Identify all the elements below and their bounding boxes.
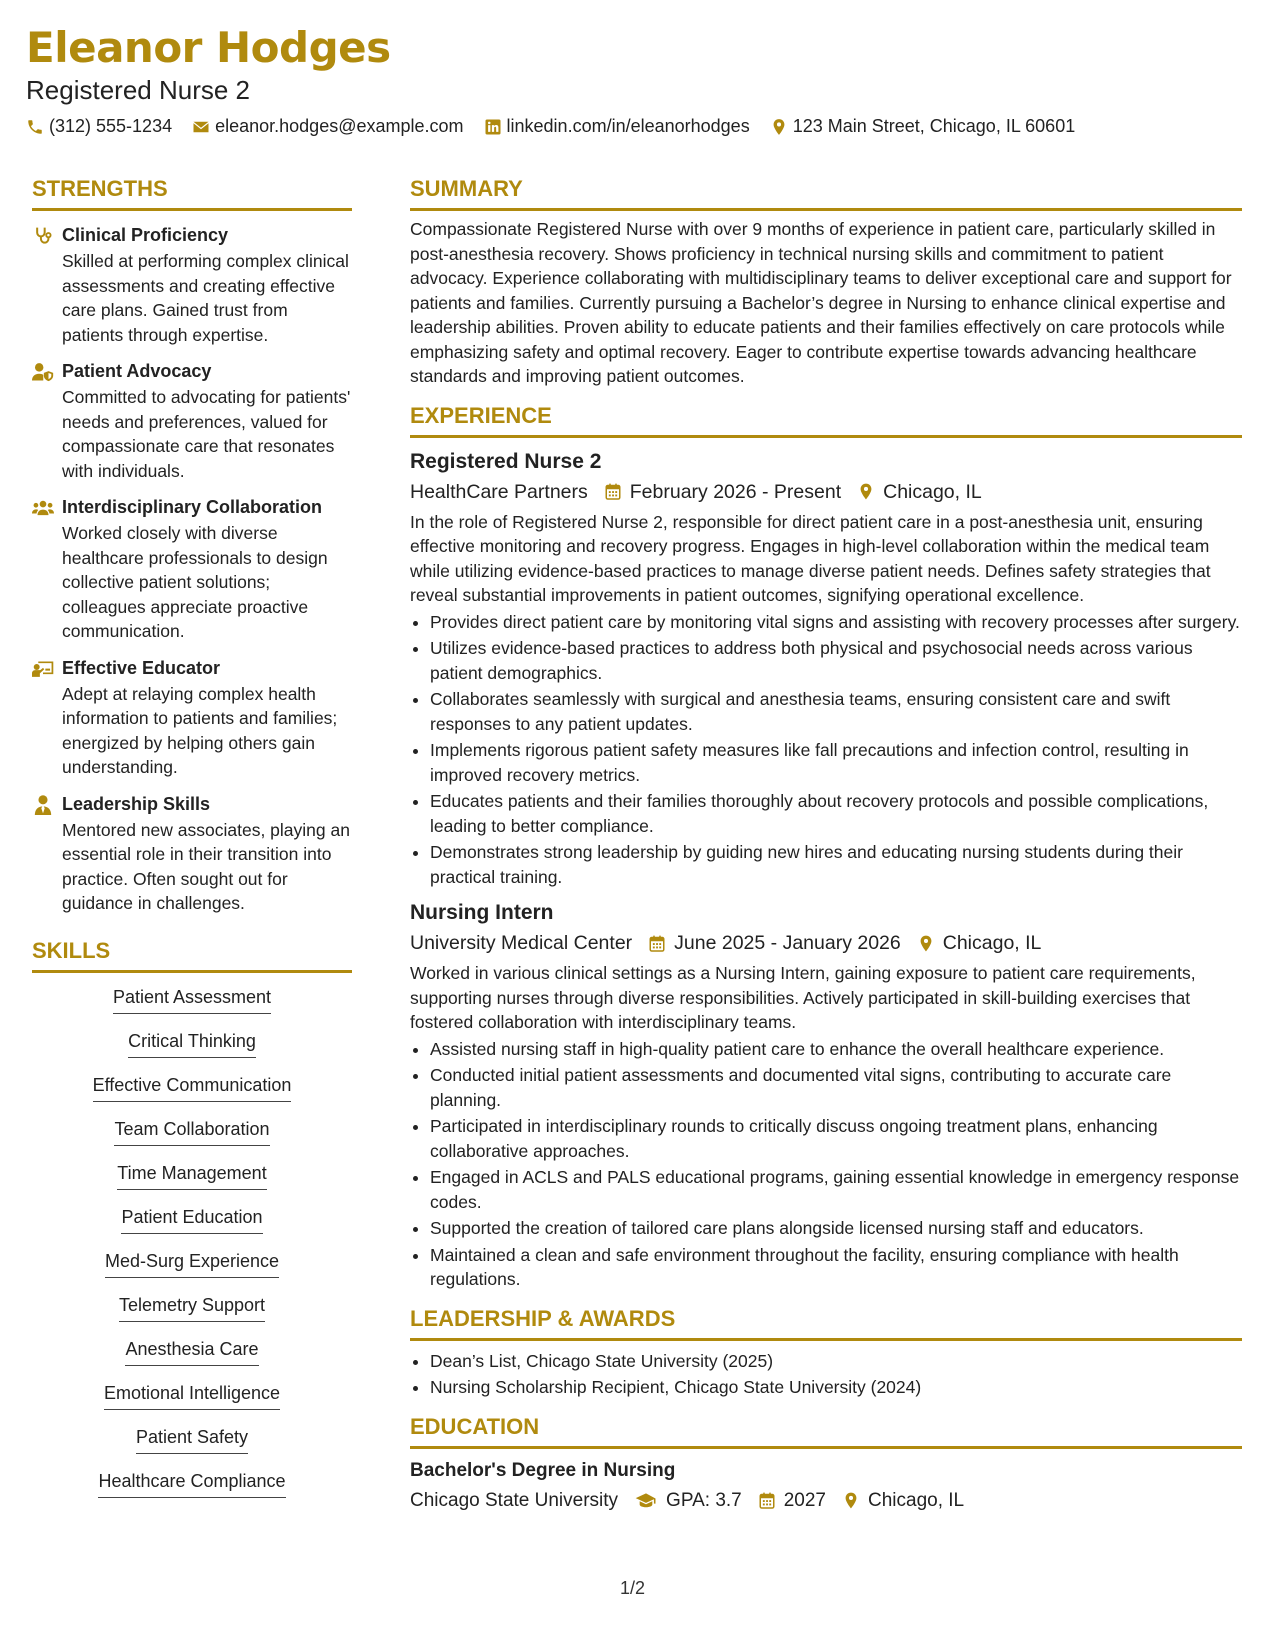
job-description: Worked in various clinical settings as a Nursing Intern, gaining exposure to patient care requirements, supporting nurses through diverse responsibilities. Actively participated in skill-building exercises that fostered collaboration with interdisciplinary teams. xyxy=(410,963,1196,1032)
resume-header xyxy=(26,22,1249,137)
user-shield-icon xyxy=(32,362,54,382)
skill-tag: Anesthesia Care xyxy=(125,1337,258,1366)
location-icon xyxy=(857,482,875,501)
strength-desc: Mentored new associates, playing an essential role in their transition into practice. Often sought out for guidance in challenges. xyxy=(62,819,350,913)
job-location: Chicago, IL xyxy=(942,932,1042,954)
skill-tag: Team Collaboration xyxy=(114,1117,269,1146)
stethoscope-icon xyxy=(32,226,54,246)
skill-tag: Patient Assessment xyxy=(113,985,271,1014)
strengths-heading: STRENGTHS xyxy=(32,176,352,211)
job-bullets xyxy=(410,1037,1242,1292)
skill-tag: Med-Surg Experience xyxy=(105,1249,279,1278)
list-item: • Educates patients and their families thoroughly about recovery protocols and possible complications, leading to better compliance. xyxy=(430,789,1242,838)
job-bullets xyxy=(410,610,1242,890)
strengths-list xyxy=(32,223,352,916)
experience-heading: EXPERIENCE xyxy=(410,403,1242,438)
education-entry xyxy=(410,1457,1242,1515)
contact-linkedin[interactable] xyxy=(484,116,750,137)
address-text: 123 Main Street, Chicago, IL 60601 xyxy=(792,116,1076,136)
skill-tag: Time Management xyxy=(117,1161,266,1190)
list-item: • Dean’s List, Chicago State University (2025) xyxy=(430,1349,1242,1374)
strength-item xyxy=(32,495,352,644)
skill-tag: Patient Education xyxy=(121,1205,262,1234)
list-item: • Utilizes evidence-based practices to address both physical and psychosocial needs across various patient demographics. xyxy=(430,636,1242,685)
education-meta xyxy=(410,1487,1242,1515)
strength-desc: Skilled at performing complex clinical assessments and creating effective care plans. Gained trust from patients through expertise. xyxy=(62,251,349,345)
email-text[interactable]: eleanor.hodges@example.com xyxy=(215,116,464,136)
gpa: GPA: 3.7 xyxy=(666,1489,742,1511)
skill-tag: Effective Communication xyxy=(93,1073,292,1102)
right-column xyxy=(410,176,1242,1519)
strength-desc: Worked closely with diverse healthcare professionals to design collective patient solutions; colleagues appreciate proactive communication. xyxy=(62,523,328,641)
list-item: • Participated in interdisciplinary rounds to critically discuss ongoing treatment plans, enhancing collaborative approaches. xyxy=(430,1114,1242,1163)
list-item: • Maintained a clean and safe environment throughout the facility, ensuring compliance with health regulations. xyxy=(430,1243,1242,1292)
graduation-year: 2027 xyxy=(783,1489,827,1511)
job-company: HealthCare Partners xyxy=(410,480,588,503)
skill-tag: Telemetry Support xyxy=(119,1293,265,1322)
candidate-role: Registered Nurse 2 xyxy=(26,75,250,105)
awards-list xyxy=(410,1349,1242,1400)
strength-item xyxy=(32,656,352,780)
strength-item xyxy=(32,223,352,347)
contact-bar xyxy=(26,116,1249,137)
strength-title: Interdisciplinary Collaboration xyxy=(62,497,323,517)
user-tie-icon xyxy=(32,795,54,815)
list-item: • Implements rigorous patient safety measures like fall precautions and infection control, resulting in improved recovery metrics. xyxy=(430,738,1242,787)
strength-title: Effective Educator xyxy=(62,657,221,678)
page-number: 1/2 xyxy=(620,1578,646,1598)
skills-list xyxy=(32,985,352,1513)
strength-item xyxy=(32,792,352,916)
list-item: • Nursing Scholarship Recipient, Chicago State University (2024) xyxy=(430,1375,1242,1400)
list-item: • Supported the creation of tailored care plans alongside licensed nursing staff and educators. xyxy=(430,1216,1242,1241)
job-entry xyxy=(410,448,1242,890)
skill-tag: Emotional Intelligence xyxy=(104,1381,280,1410)
phone-text: (312) 555-1234 xyxy=(49,116,173,136)
email-icon xyxy=(192,118,210,136)
job-location: Chicago, IL xyxy=(883,480,982,503)
list-item: • Collaborates seamlessly with surgical and anesthesia teams, ensuring consistent care and swift responses to any patient updates. xyxy=(430,687,1242,736)
graduation-cap-icon xyxy=(634,1491,658,1510)
job-title: Registered Nurse 2 xyxy=(410,449,602,473)
location-icon xyxy=(842,1491,860,1510)
strength-title: Clinical Proficiency xyxy=(62,225,229,245)
job-title: Nursing Intern xyxy=(410,901,554,924)
list-item: • Assisted nursing staff in high-quality patient care to enhance the overall healthcare experience. xyxy=(430,1037,1242,1062)
calendar-icon xyxy=(648,934,666,953)
calendar-icon xyxy=(604,482,622,501)
list-item: • Demonstrates strong leadership by guiding new hires and educating nursing students during their practical training. xyxy=(430,840,1242,889)
calendar-icon xyxy=(758,1491,776,1510)
list-item: • Engaged in ACLS and PALS educational programs, gaining essential knowledge in emergency response codes. xyxy=(430,1165,1242,1214)
list-item: • Conducted initial patient assessments and documented vital signs, contributing to accurate care planning. xyxy=(430,1063,1242,1112)
job-company: University Medical Center xyxy=(410,932,633,954)
skill-tag: Critical Thinking xyxy=(128,1029,256,1058)
strength-title: Patient Advocacy xyxy=(62,361,212,381)
summary-text: Compassionate Registered Nurse with over 9 months of experience in patient care, particularly skilled in post-anesthesia recovery. Shows proficiency in technical nursing skills and commitment to patient advocacy. Experience collaborating with multidisciplinary teams to deliver exceptional care and support for patients and families. Currently pursuing a Bachelor’s degree in Nursing to enhance clinical expertise and leadership abilities. Proven ability to educate patients and their families effectively on care protocols while emphasizing safety and optimal recovery. Eager to contribute expertise towards advancing healthcare standards and improving patient outcomes. xyxy=(410,219,1232,386)
awards-heading: LEADERSHIP & AWARDS xyxy=(410,1306,1242,1341)
phone-icon xyxy=(26,118,44,136)
strength-desc: Adept at relaying complex health information to patients and families; energized by helping others gain understanding. xyxy=(62,683,338,777)
job-meta xyxy=(410,929,1242,957)
job-entry xyxy=(410,899,1242,1292)
users-icon xyxy=(32,498,54,518)
job-dates: February 2026 - Present xyxy=(629,480,842,503)
left-column xyxy=(32,176,352,1513)
linkedin-text[interactable]: linkedin.com/in/eleanorhodges xyxy=(506,116,750,136)
strength-item xyxy=(32,359,352,483)
chalkboard-teacher-icon xyxy=(32,659,54,679)
location-icon xyxy=(917,934,935,953)
strength-title: Leadership Skills xyxy=(62,793,211,814)
degree-title: Bachelor's Degree in Nursing xyxy=(410,1459,676,1481)
contact-phone xyxy=(26,116,172,137)
strength-desc: Committed to advocating for patients' needs and preferences, valued for compassionate care that resonates with individuals. xyxy=(62,387,351,481)
job-meta xyxy=(410,478,1242,506)
contact-address xyxy=(770,116,1076,137)
list-item: • Provides direct patient care by monitoring vital signs and assisting with recovery processes after surgery. xyxy=(430,610,1242,635)
school-name: Chicago State University xyxy=(410,1489,619,1511)
job-dates: June 2025 - January 2026 xyxy=(674,932,901,954)
summary-heading: SUMMARY xyxy=(410,176,1242,211)
location-icon xyxy=(770,118,788,136)
linkedin-icon xyxy=(484,118,502,136)
education-heading: EDUCATION xyxy=(410,1414,1242,1449)
skills-heading: SKILLS xyxy=(32,938,352,973)
contact-email[interactable] xyxy=(192,116,463,137)
skill-tag: Healthcare Compliance xyxy=(98,1469,285,1498)
job-description: In the role of Registered Nurse 2, responsible for direct patient care in a post-anesthesia unit, ensuring effective monitoring and recovery progress. Engages in high-level collaboration within the medical team while utilizing evidence-based practices to manage diverse patient needs. Defines safety strategies that reveal substantial improvements in patient outcomes, signifying operational excellence. xyxy=(410,511,1211,605)
skill-tag: Patient Safety xyxy=(136,1425,248,1454)
candidate-name: Eleanor Hodges xyxy=(26,23,391,72)
school-location: Chicago, IL xyxy=(868,1489,965,1511)
